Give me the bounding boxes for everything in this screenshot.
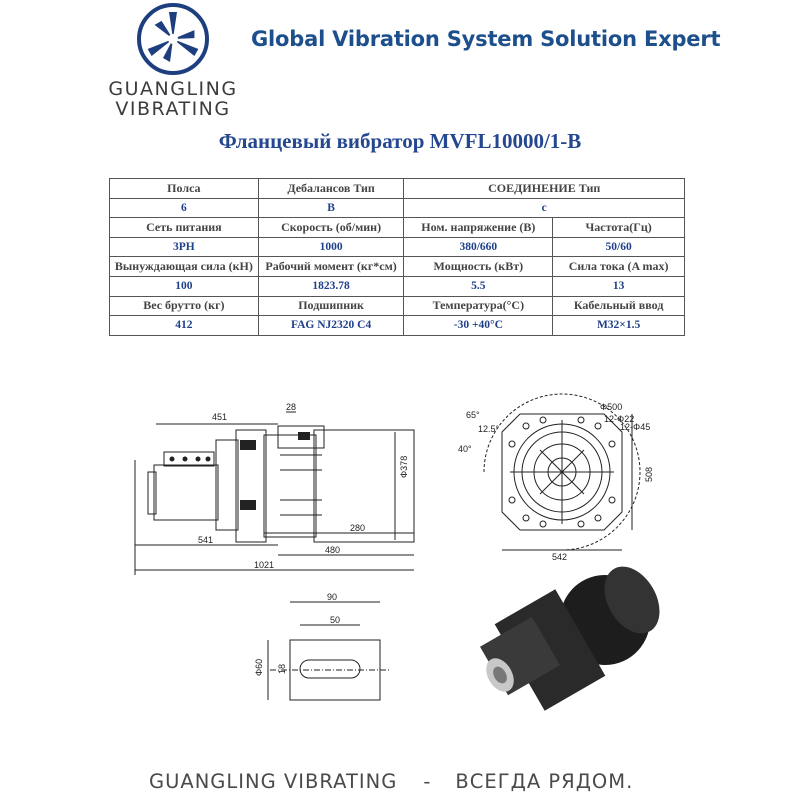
table-row — [110, 276, 685, 296]
shaft-detail-drawing — [268, 602, 390, 700]
spec-value: M32×1.5 — [553, 316, 685, 336]
dim-12-22: 12-Φ22 — [604, 414, 635, 424]
spec-value: c — [404, 198, 685, 218]
spec-value: B — [258, 198, 404, 218]
table-row — [110, 218, 685, 238]
spec-value: 50/60 — [553, 237, 685, 257]
table-row — [110, 316, 685, 336]
footer — [149, 770, 633, 793]
spec-label: Температура(°С) — [404, 296, 553, 316]
spec-value: -30 +40°C — [404, 316, 553, 336]
table-row — [110, 179, 685, 199]
spec-value: 380/660 — [404, 237, 553, 257]
spec-label: Скорость (об/мин) — [258, 218, 404, 238]
spec-table — [109, 178, 685, 336]
dim-28: 28 — [286, 402, 297, 412]
table-row — [110, 198, 685, 218]
table-row — [110, 296, 685, 316]
side-view-drawing — [135, 412, 414, 575]
dim-90: 90 — [327, 592, 338, 602]
dim-508: 508 — [644, 466, 654, 482]
spec-label: Полса — [110, 179, 259, 199]
dim-angle-12-5: 12.5° — [478, 424, 500, 434]
dim-18: 18 — [277, 663, 287, 674]
brand-name-line2: VIBRATING — [115, 98, 231, 120]
spec-label: Рабочий момент (кг*см) — [258, 257, 404, 277]
product-photo — [480, 557, 671, 711]
footer-slogan: ВСЕГДА РЯДОМ. — [455, 770, 634, 793]
spec-label: Сила тока (A max) — [553, 257, 685, 277]
spec-label: Вынуждающая сила (кН) — [110, 257, 259, 277]
dim-60: Φ60 — [254, 658, 264, 676]
dim-angle-40: 40° — [458, 444, 472, 454]
spec-label: Кабельный ввод — [553, 296, 685, 316]
footer-brand: GUANGLING VIBRATING — [149, 770, 398, 793]
spec-label: Сеть питания — [110, 218, 259, 238]
footer-separator: - — [423, 770, 432, 793]
product-title: Фланцевый вибратор MVFL10000/1-B — [218, 129, 582, 153]
shaft-detail-dimensions — [254, 592, 340, 676]
spec-label: СОЕДИНЕНИЕ Тип — [404, 179, 685, 199]
dim-541: 541 — [198, 535, 214, 545]
spec-value: 5.5 — [404, 276, 553, 296]
dim-451: 451 — [212, 412, 228, 422]
spec-label: Подшипник — [258, 296, 404, 316]
technical-drawings — [0, 360, 800, 770]
dim-500: Φ500 — [600, 402, 623, 412]
spec-value: 100 — [110, 276, 259, 296]
flange-view-dimensions — [458, 402, 654, 562]
dim-480: 480 — [325, 545, 341, 555]
dim-angle-65: 65° — [466, 410, 480, 420]
spec-value: 1000 — [258, 237, 404, 257]
dim-378: Φ378 — [399, 455, 409, 478]
company-logo-icon — [136, 2, 210, 76]
dim-280: 280 — [350, 523, 366, 533]
spec-label: Вес брутто (кг) — [110, 296, 259, 316]
brand-name-line1: GUANGLING — [108, 78, 238, 100]
dim-12-45: 12-Φ45 — [620, 422, 651, 432]
spec-value: FAG NJ2320 C4 — [258, 316, 404, 336]
spec-value: 3PH — [110, 237, 259, 257]
spec-value: 412 — [110, 316, 259, 336]
spec-label: Дебалансов Тип — [258, 179, 404, 199]
spec-label: Мощность (кВт) — [404, 257, 553, 277]
spec-value: 6 — [110, 198, 259, 218]
spec-label: Частота(Гц) — [553, 218, 685, 238]
spec-label: Ном. напряжение (В) — [404, 218, 553, 238]
spec-value: 13 — [553, 276, 685, 296]
dim-1021: 1021 — [254, 560, 275, 570]
tagline: Global Vibration System Solution Expert — [251, 27, 721, 51]
table-row — [110, 237, 685, 257]
spec-value: 1823.78 — [258, 276, 404, 296]
dim-542: 542 — [552, 552, 568, 562]
table-row — [110, 257, 685, 277]
dim-50: 50 — [330, 615, 341, 625]
